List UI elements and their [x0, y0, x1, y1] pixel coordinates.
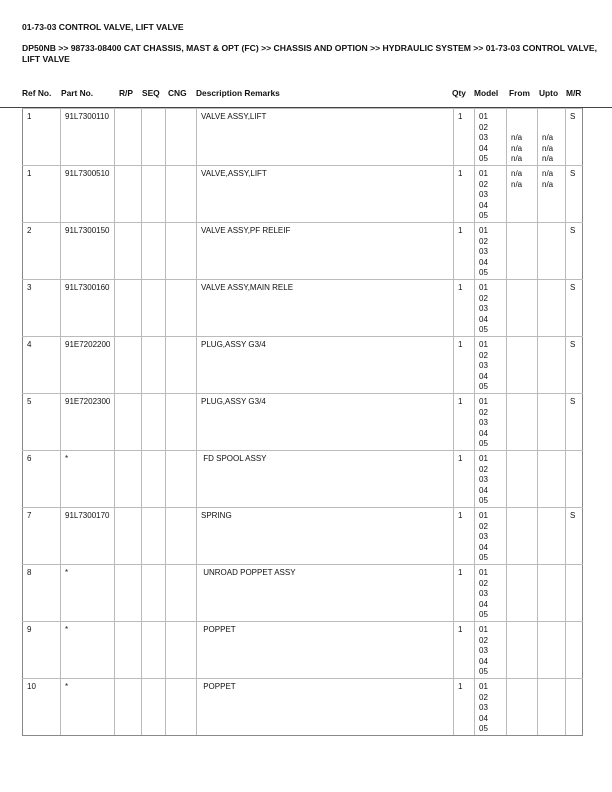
cell-desc: PLUG,ASSY G3/4: [197, 394, 454, 451]
cell-cng: [166, 280, 197, 337]
cell-rp: [115, 508, 142, 565]
cell-model: 01 02 03 04 05: [475, 622, 507, 679]
cell-rp: [115, 109, 142, 166]
cell-upto: n/a n/a n/a: [538, 109, 566, 166]
cell-seq: [142, 337, 166, 394]
cell-rp: [115, 394, 142, 451]
cell-qty: 1: [454, 280, 475, 337]
table-row: [23, 394, 583, 451]
cell-cng: [166, 223, 197, 280]
cell-mr: S: [566, 337, 583, 394]
col-cng: CNG: [168, 88, 187, 98]
cell-from: [507, 337, 538, 394]
col-rp: R/P: [119, 88, 133, 98]
cell-cng: [166, 622, 197, 679]
table-row: [23, 223, 583, 280]
table-row: [23, 565, 583, 622]
cell-mr: S: [566, 166, 583, 223]
col-qty: Qty: [452, 88, 466, 98]
cell-from: [507, 223, 538, 280]
cell-seq: [142, 223, 166, 280]
cell-seq: [142, 451, 166, 508]
cell-qty: 1: [454, 166, 475, 223]
cell-model: 01 02 03 04 05: [475, 451, 507, 508]
cell-desc: VALVE ASSY,PF RELEIF: [197, 223, 454, 280]
table-header: [0, 86, 612, 108]
cell-model: 01 02 03 04 05: [475, 337, 507, 394]
cell-desc: VALVE,ASSY,LIFT: [197, 166, 454, 223]
cell-from: [507, 565, 538, 622]
cell-ref: 5: [23, 394, 61, 451]
cell-desc: UNROAD POPPET ASSY: [197, 565, 454, 622]
cell-mr: S: [566, 280, 583, 337]
cell-mr: S: [566, 109, 583, 166]
cell-rp: [115, 166, 142, 223]
cell-qty: 1: [454, 565, 475, 622]
cell-desc: PLUG,ASSY G3/4: [197, 337, 454, 394]
cell-model: 01 02 03 04 05: [475, 394, 507, 451]
cell-desc: VALVE ASSY,LIFT: [197, 109, 454, 166]
table-row: [23, 451, 583, 508]
cell-cng: [166, 166, 197, 223]
cell-model: 01 02 03 04 05: [475, 166, 507, 223]
cell-upto: [538, 451, 566, 508]
cell-qty: 1: [454, 109, 475, 166]
cell-ref: 7: [23, 508, 61, 565]
cell-cng: [166, 109, 197, 166]
cell-mr: S: [566, 223, 583, 280]
table-row: [23, 337, 583, 394]
cell-desc: FD SPOOL ASSY: [197, 451, 454, 508]
table-row: [23, 166, 583, 223]
cell-part: *: [61, 565, 115, 622]
cell-mr: [566, 622, 583, 679]
cell-part: 91L7300160: [61, 280, 115, 337]
cell-rp: [115, 337, 142, 394]
cell-cng: [166, 679, 197, 736]
cell-part: *: [61, 622, 115, 679]
cell-upto: [538, 565, 566, 622]
cell-upto: [538, 622, 566, 679]
cell-seq: [142, 622, 166, 679]
cell-mr: [566, 679, 583, 736]
cell-from: [507, 280, 538, 337]
cell-cng: [166, 565, 197, 622]
cell-desc: VALVE ASSY,MAIN RELE: [197, 280, 454, 337]
cell-part: 91L7300150: [61, 223, 115, 280]
cell-desc: POPPET: [197, 679, 454, 736]
cell-seq: [142, 394, 166, 451]
cell-part: 91E7202200: [61, 337, 115, 394]
col-desc: Description Remarks: [196, 88, 280, 98]
cell-qty: 1: [454, 622, 475, 679]
cell-model: 01 02 03 04 05: [475, 223, 507, 280]
cell-from: n/a n/a n/a: [507, 109, 538, 166]
cell-part: *: [61, 679, 115, 736]
cell-part: 91L7300110: [61, 109, 115, 166]
cell-upto: n/a n/a: [538, 166, 566, 223]
cell-cng: [166, 508, 197, 565]
cell-qty: 1: [454, 451, 475, 508]
table-row: [23, 109, 583, 166]
cell-part: *: [61, 451, 115, 508]
col-upto: Upto: [539, 88, 559, 98]
cell-seq: [142, 679, 166, 736]
cell-seq: [142, 565, 166, 622]
cell-upto: [538, 679, 566, 736]
cell-rp: [115, 622, 142, 679]
cell-ref: 2: [23, 223, 61, 280]
table-row: [23, 280, 583, 337]
breadcrumb: DP50NB >> 98733-08400 CAT CHASSIS, MAST & OPT (FC) >> CHASSIS AND OPTION >> HYDRAULIC SYSTEM >> 01-73-03 CONTROL VALVE, LIFT VALVE: [22, 43, 597, 64]
col-seq: SEQ: [142, 88, 160, 98]
cell-upto: [538, 337, 566, 394]
col-mr: M/R: [566, 88, 582, 98]
cell-ref: 4: [23, 337, 61, 394]
cell-seq: [142, 166, 166, 223]
cell-cng: [166, 451, 197, 508]
cell-seq: [142, 280, 166, 337]
cell-from: [507, 451, 538, 508]
cell-from: [507, 394, 538, 451]
col-model: Model: [474, 88, 499, 98]
cell-mr: [566, 451, 583, 508]
table-row: [23, 679, 583, 736]
cell-ref: 10: [23, 679, 61, 736]
cell-qty: 1: [454, 508, 475, 565]
cell-desc: SPRING: [197, 508, 454, 565]
cell-ref: 8: [23, 565, 61, 622]
cell-upto: [538, 280, 566, 337]
cell-cng: [166, 394, 197, 451]
cell-rp: [115, 565, 142, 622]
cell-from: [507, 622, 538, 679]
cell-qty: 1: [454, 337, 475, 394]
cell-ref: 9: [23, 622, 61, 679]
cell-upto: [538, 394, 566, 451]
cell-ref: 1: [23, 109, 61, 166]
table-row: [23, 622, 583, 679]
cell-qty: 1: [454, 679, 475, 736]
cell-model: 01 02 03 04 05: [475, 565, 507, 622]
col-ref: Ref No.: [22, 88, 52, 98]
cell-ref: 1: [23, 166, 61, 223]
cell-from: [507, 679, 538, 736]
cell-rp: [115, 280, 142, 337]
cell-upto: [538, 508, 566, 565]
table-row: [23, 508, 583, 565]
cell-rp: [115, 223, 142, 280]
cell-mr: [566, 565, 583, 622]
cell-model: 01 02 03 04 05: [475, 109, 507, 166]
cell-ref: 6: [23, 451, 61, 508]
cell-model: 01 02 03 04 05: [475, 508, 507, 565]
cell-part: 91L7300170: [61, 508, 115, 565]
cell-part: 91E7202300: [61, 394, 115, 451]
page-title: 01-73-03 CONTROL VALVE, LIFT VALVE: [22, 22, 184, 32]
cell-from: [507, 508, 538, 565]
cell-ref: 3: [23, 280, 61, 337]
cell-model: 01 02 03 04 05: [475, 280, 507, 337]
cell-from: n/a n/a: [507, 166, 538, 223]
cell-model: 01 02 03 04 05: [475, 679, 507, 736]
cell-seq: [142, 109, 166, 166]
cell-qty: 1: [454, 394, 475, 451]
col-part: Part No.: [61, 88, 94, 98]
parts-table: [22, 108, 583, 736]
cell-part: 91L7300510: [61, 166, 115, 223]
cell-mr: S: [566, 508, 583, 565]
cell-cng: [166, 337, 197, 394]
cell-seq: [142, 508, 166, 565]
cell-rp: [115, 451, 142, 508]
col-from: From: [509, 88, 530, 98]
cell-rp: [115, 679, 142, 736]
cell-upto: [538, 223, 566, 280]
cell-qty: 1: [454, 223, 475, 280]
cell-mr: S: [566, 394, 583, 451]
cell-desc: POPPET: [197, 622, 454, 679]
